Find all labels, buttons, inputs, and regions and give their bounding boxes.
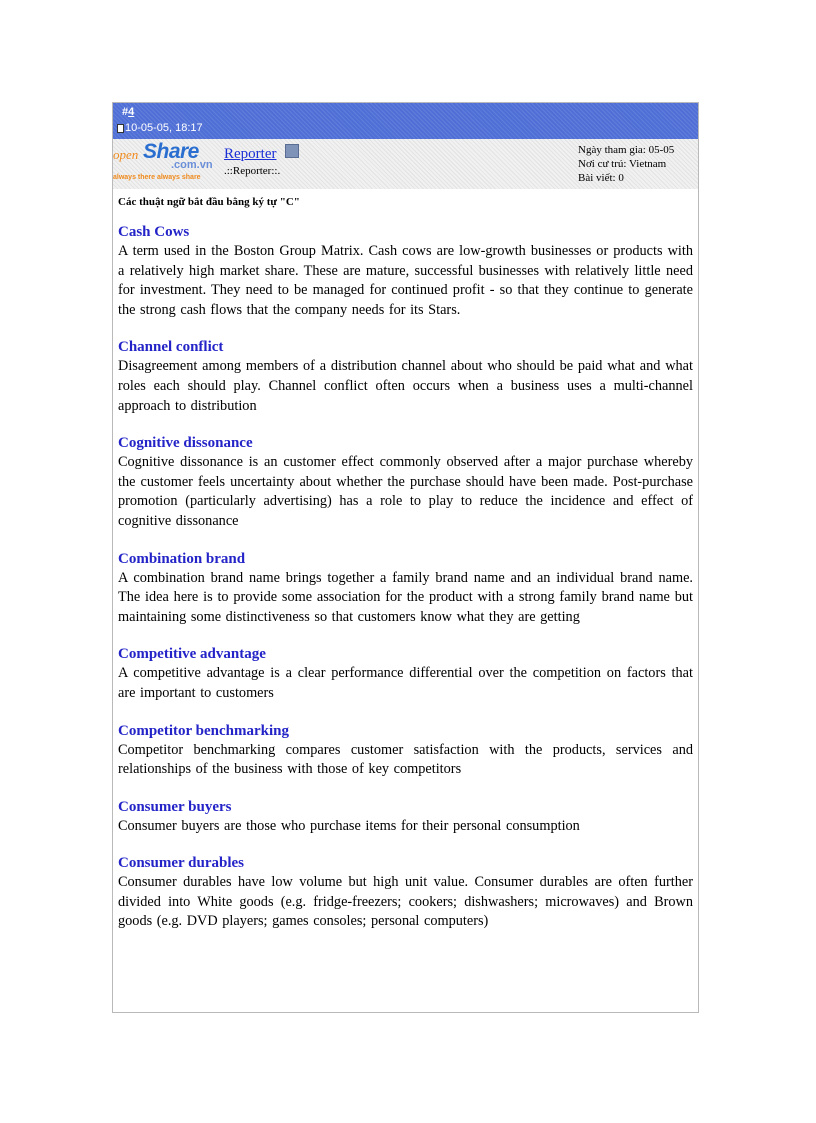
post-body [113, 189, 698, 932]
term-title: Cognitive dissonance [118, 435, 253, 452]
forum-post [112, 102, 699, 1013]
term-title: Channel conflict [118, 339, 224, 356]
user-bar [113, 139, 698, 189]
term-definition: Cognitive dissonance is an customer effect commonly observed after a major purchase whereby the customer feels uncertainty about whether the purchase should have been made. Post-purchase promotion (particularly advertising) has a role to play to reduce the incidence and effect of cognitive dissonance [118, 454, 693, 529]
term-definition: A combination brand name brings together a family brand name and an individual brand name. The idea here is to provide some association for the product with a strong family brand name but maintaining some distinctiveness so that customers know what they are getting [118, 569, 693, 625]
document-icon [117, 124, 124, 133]
term-title: Combination brand [118, 550, 246, 567]
location: Nơi cư trú: Vietnam [578, 158, 667, 170]
term-entry [118, 853, 693, 932]
post-count: Bài viết: 0 [578, 172, 624, 184]
term-entry [118, 721, 693, 780]
term-definition: Disagreement among members of a distribution channel about who should be paid what and what roles each should play. Channel conflict often occurs when a business uses a multi-channel approach to distribution [118, 358, 693, 414]
user-rank: .::Reporter::. [224, 165, 281, 177]
term-title: Competitor benchmarking [118, 722, 289, 739]
post-date [117, 122, 203, 134]
username-link[interactable]: Reporter [224, 146, 277, 162]
term-definition: Consumer buyers are those who purchase items for their personal consumption [118, 817, 580, 834]
post-subject: Các thuật ngữ bắt đầu bằng ký tự "C" [118, 196, 300, 208]
term-title: Cash Cows [118, 224, 190, 240]
term-entry [118, 644, 693, 703]
term-definition: Consumer durables have low volume but high unit value. Consumer durables are often further divided into White goods (e.g. fridge-freezers; cookers; dishwashers; microwaves) and Brown goods (e.g. DVD players; games consoles; personal computers) [118, 874, 693, 930]
post-header [113, 103, 698, 139]
join-date: Ngày tham gia: 05-05 [578, 144, 675, 156]
term-definition: Competitor benchmarking compares customer satisfaction with the products, services and relationships of the business with those of key competitors [118, 741, 693, 778]
post-date-text: 10-05-05, 18:17 [125, 122, 203, 134]
term-definition: A term used in the Boston Group Matrix. Cash cows are low-growth businesses or products with a relatively high market share. These are mature, successful businesses with relatively little need for investment. They need to be managed for continued profit - so that they continue to generate the strong cash flows that the company needs for its Stars. [118, 243, 693, 318]
term-entry [118, 797, 693, 837]
offline-status-icon [285, 144, 299, 158]
term-title: Consumer durables [118, 855, 244, 872]
term-entry [118, 222, 693, 320]
term-entry [118, 549, 693, 628]
term-entry [118, 337, 693, 416]
term-title: Consumer buyers [118, 798, 232, 815]
site-logo: open Share .com.vn always there always share [113, 140, 213, 181]
post-number-prefix: # [122, 106, 129, 118]
term-entry [118, 433, 693, 531]
term-definition: A competitive advantage is a clear performance differential over the competition on factors that are important to customers [118, 665, 693, 701]
user-info [578, 143, 674, 185]
post-permalink[interactable]: 4 [128, 106, 135, 118]
post-number [122, 106, 134, 118]
term-title: Competitive advantage [118, 646, 266, 663]
